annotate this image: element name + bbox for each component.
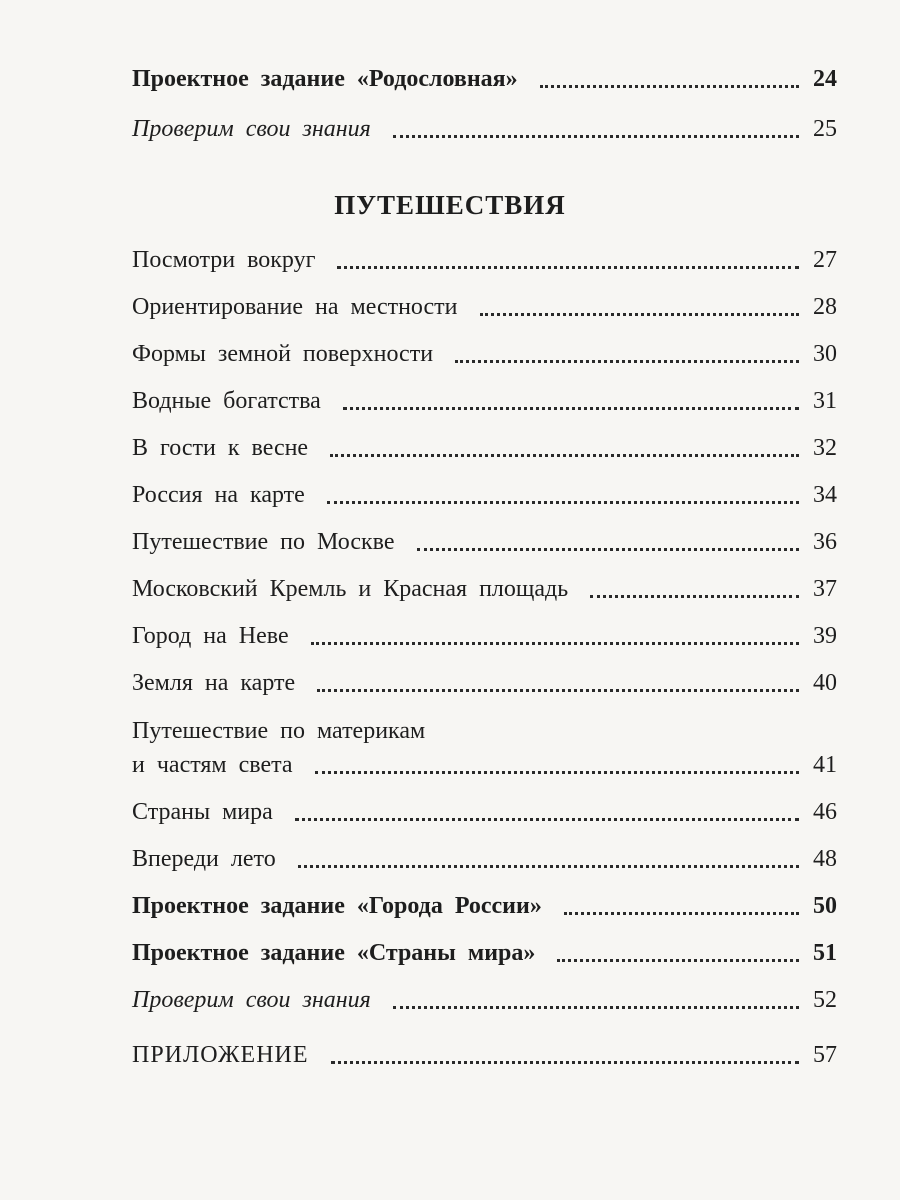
toc-entry[interactable] [132, 480, 837, 510]
toc-entry[interactable] [132, 797, 837, 827]
toc-entry-page: 31 [813, 388, 837, 414]
toc-entry-page: 37 [813, 576, 837, 602]
toc-entry-title: Проверим свои знания [132, 116, 371, 142]
toc-entry-title-line1: Путешествие по материкам [132, 718, 426, 744]
dot-leader [295, 812, 799, 821]
dot-leader [317, 683, 799, 692]
toc-entry-title: Город на Неве [132, 623, 289, 649]
toc-entry[interactable] [132, 574, 837, 604]
toc-entry-title: В гости к весне [132, 435, 309, 461]
toc-entry[interactable] [132, 114, 837, 144]
toc-entry[interactable] [132, 245, 837, 275]
toc-entry-page: 51 [813, 940, 837, 966]
toc-entry-page: 48 [813, 846, 837, 872]
section-title: ПУТЕШЕСТВИЯ [334, 190, 566, 220]
dot-leader [331, 1055, 799, 1064]
toc-entry-page: 50 [813, 893, 837, 919]
toc-entry[interactable] [132, 1040, 837, 1070]
toc-entry-title: Россия на карте [132, 482, 305, 508]
toc-entry-page: 30 [813, 341, 837, 367]
toc-entry-line2 [132, 750, 837, 780]
toc-entry-title: Путешествие по Москве [132, 529, 395, 555]
toc-entry-page: 39 [813, 623, 837, 649]
toc-entry[interactable] [132, 668, 837, 698]
toc-entry-page: 32 [813, 435, 837, 461]
toc-entry[interactable] [132, 985, 837, 1015]
toc-entry[interactable] [132, 339, 837, 369]
dot-leader [315, 765, 799, 774]
dot-leader [455, 354, 799, 363]
toc-entry-title: Страны мира [132, 799, 273, 825]
toc-entry-page: 28 [813, 294, 837, 320]
toc-entry[interactable] [132, 891, 837, 921]
dot-leader [298, 859, 799, 868]
dot-leader [417, 542, 799, 551]
toc-entry-page: 41 [813, 752, 837, 778]
toc-entry[interactable] [132, 527, 837, 557]
toc-entry[interactable] [132, 621, 837, 651]
dot-leader [480, 307, 799, 316]
toc-entry-page: 24 [813, 66, 837, 92]
toc-entry[interactable] [132, 386, 837, 416]
toc-entry[interactable] [132, 64, 837, 94]
toc-entry[interactable] [132, 433, 837, 463]
toc-entry-title: Посмотри вокруг [132, 247, 316, 273]
toc-entry-page: 57 [813, 1042, 837, 1068]
toc-entry-page: 34 [813, 482, 837, 508]
toc-entry-title: Проверим свои знания [132, 987, 371, 1013]
dot-leader [590, 589, 799, 598]
dot-leader [327, 495, 799, 504]
toc-entry-title-line2: и частям света [132, 752, 293, 778]
dot-leader [393, 129, 799, 138]
toc-entry-title: Проектное задание «Города России» [132, 893, 542, 919]
toc-entry-page: 52 [813, 987, 837, 1013]
toc-entry-page: 27 [813, 247, 837, 273]
toc-entry-page: 36 [813, 529, 837, 555]
toc-entry-title: Проектное задание «Родословная» [132, 66, 518, 92]
toc-entry-title: Формы земной поверхности [132, 341, 434, 367]
toc-entry-title: Проектное задание «Страны мира» [132, 940, 536, 966]
dot-leader [540, 79, 799, 88]
toc-entry[interactable] [132, 938, 837, 968]
toc-entry[interactable] [132, 844, 837, 874]
dot-leader [343, 401, 799, 410]
toc-entry-title: Московский Кремль и Красная площадь [132, 576, 569, 602]
toc-entry-title: Впереди лето [132, 846, 276, 872]
dot-leader [557, 953, 799, 962]
dot-leader [564, 906, 799, 915]
dot-leader [330, 448, 799, 457]
toc-entry-title: ПРИЛОЖЕНИЕ [132, 1042, 309, 1068]
toc-entry-page: 40 [813, 670, 837, 696]
dot-leader [311, 636, 799, 645]
toc-entry[interactable] [132, 292, 837, 322]
toc-entry-title: Земля на карте [132, 670, 296, 696]
dot-leader [393, 1000, 799, 1009]
toc-entry-title: Водные богатства [132, 388, 321, 414]
dot-leader [337, 260, 799, 269]
toc-entry-page: 25 [813, 116, 837, 142]
toc-entry-page: 46 [813, 799, 837, 825]
toc-entry-title: Ориентирование на местности [132, 294, 458, 320]
